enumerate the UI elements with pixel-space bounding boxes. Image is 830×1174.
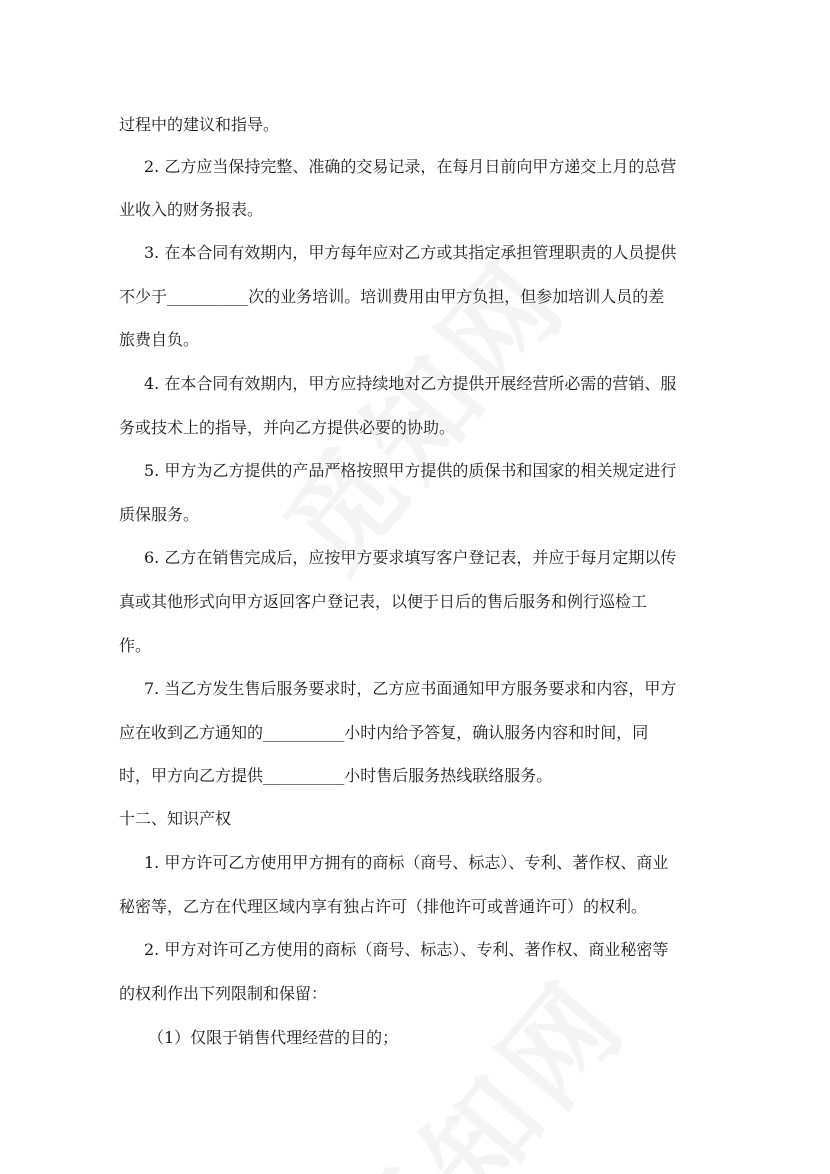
clause-6-line: 6. 乙方在销售完成后，应按甲方要求填写客户登记表，并应于每月定期以传 xyxy=(144,548,677,567)
text-segment: 小时售后服务热线联络服务。 xyxy=(344,766,553,785)
watermark xyxy=(304,940,656,1174)
paragraph-line: 真或其他形式向甲方返回客户登记表，以便于日后的售后服务和例行巡检工 xyxy=(119,592,648,611)
paragraph-line xyxy=(119,766,552,786)
paragraph-line: 务或技术上的指导，并向乙方提供必要的协助。 xyxy=(119,418,456,437)
section-heading: 十二、知识产权 xyxy=(119,809,232,828)
fill-in-blank: _________ xyxy=(167,288,249,306)
text-segment: 次的业务培训。培训费用由甲方负担，但参加培训人员的差 xyxy=(248,287,665,306)
clause-4-line: 4. 在本合同有效期内，甲方应持续地对乙方提供开展经营所必需的营销、服 xyxy=(144,374,677,393)
paragraph-line: 业收入的财务报表。 xyxy=(119,200,264,219)
clause-2-line: 2. 甲方对许可乙方使用的商标（商号、标志）、专利、著作权、商业秘密等 xyxy=(144,940,669,959)
fill-in-blank: _________ xyxy=(263,767,345,785)
paragraph-line: 秘密等，乙方在代理区域内享有独占许可（排他许可或普通许可）的权利。 xyxy=(119,897,648,916)
watermark xyxy=(244,220,596,597)
paragraph-line: 过程中的建议和指导。 xyxy=(119,115,280,134)
sub-clause-line: （1）仅限于销售代理经营的目的； xyxy=(148,1028,399,1047)
text-segment: 时，甲方向乙方提供 xyxy=(119,766,264,785)
clause-1-line: 1. 甲方许可乙方使用甲方拥有的商标（商号、标志）、专利、著作权、商业 xyxy=(144,853,669,872)
text-segment: 不少于 xyxy=(119,287,168,306)
text-segment: 应在收到乙方通知的 xyxy=(119,723,264,742)
paragraph-line: 质保服务。 xyxy=(119,505,200,524)
fill-in-blank: _________ xyxy=(263,724,345,742)
clause-5-line: 5. 甲方为乙方提供的产品严格按照甲方提供的质保书和国家的相关规定进行 xyxy=(144,461,677,480)
text-segment: 小时内给予答复，确认服务内容和时间，同 xyxy=(344,723,649,742)
paragraph-line: 旅费自负。 xyxy=(119,330,200,349)
paragraph-line xyxy=(119,723,648,743)
paragraph-line: 的权利作出下列限制和保留： xyxy=(119,984,328,1003)
clause-7-line: 7. 当乙方发生售后服务要求时，乙方应书面通知甲方服务要求和内容，甲方 xyxy=(144,679,677,698)
paragraph-line xyxy=(119,287,664,307)
paragraph-line: 作。 xyxy=(119,636,152,655)
clause-3-line: 3. 在本合同有效期内，甲方每年应对乙方或其指定承担管理职责的人员提供 xyxy=(144,243,677,262)
clause-2-line: 2. 乙方应当保持完整、准确的交易记录，在每月日前向甲方递交上月的总营 xyxy=(144,157,677,176)
